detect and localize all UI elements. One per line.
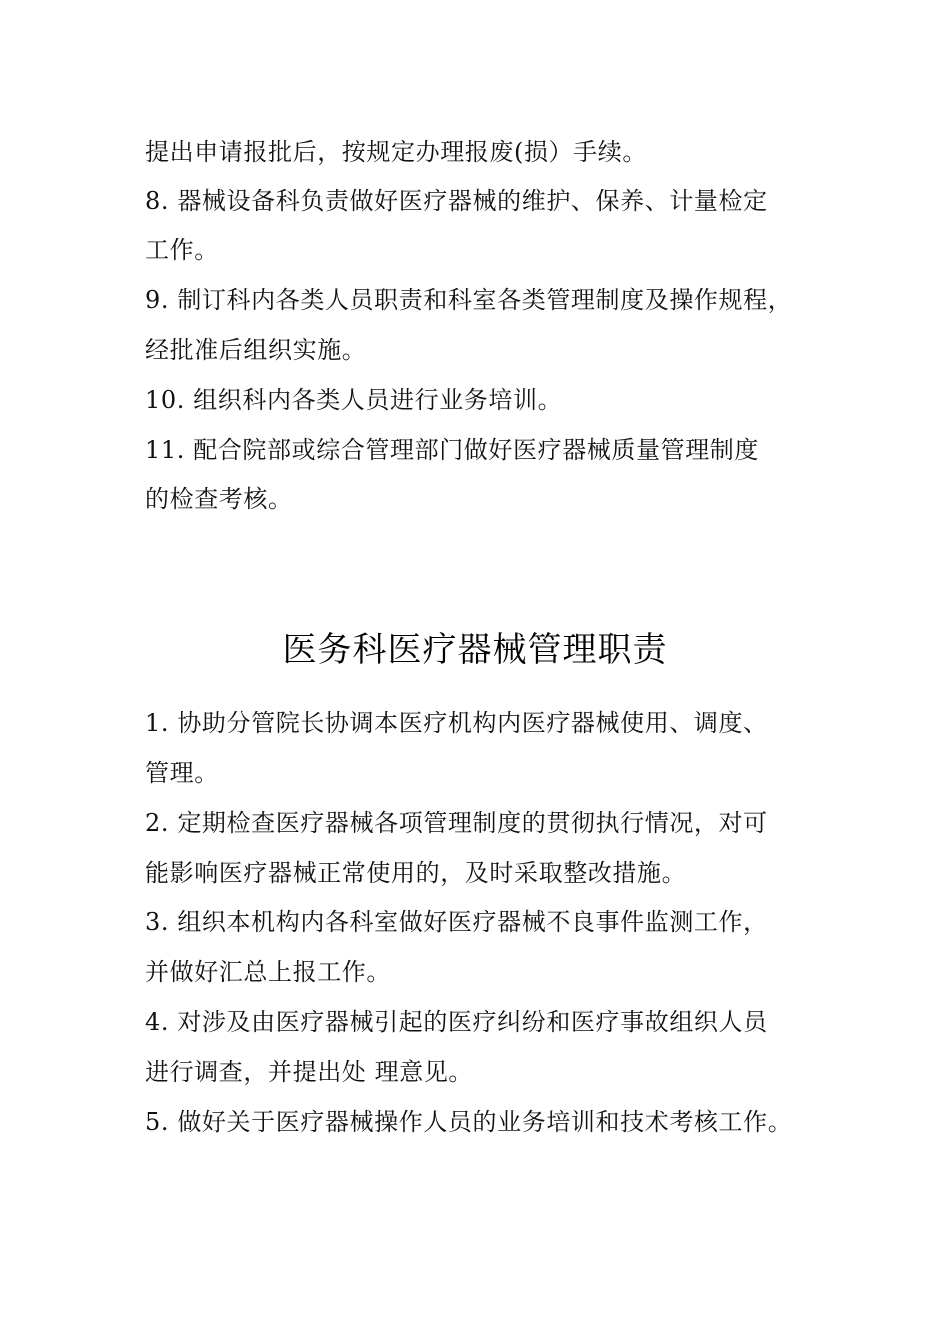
upper-line-6: 10. 组织科内各类人员进行业务培训。 — [145, 386, 563, 414]
lower-line-1: 1. 协助分管院长协调本医疗机构内医疗器械使用、调度、 — [145, 709, 768, 737]
upper-line-8: 的检查考核。 — [145, 485, 293, 513]
upper-line-4: 9. 制订科内各类人员职责和科室各类管理制度及操作规程， — [145, 286, 793, 314]
lower-line-3: 2. 定期检查医疗器械各项管理制度的贯彻执行情况，对可 — [145, 809, 768, 837]
lower-line-6: 并做好汇总上报工作。 — [145, 958, 391, 986]
section-title: 医务科医疗器械管理职责 — [282, 630, 668, 670]
lower-line-5: 3. 组织本机构内各科室做好医疗器械不良事件监测工作， — [145, 908, 768, 936]
lower-line-2: 管理。 — [145, 759, 219, 787]
lower-line-9: 5. 做好关于医疗器械操作人员的业务培训和技术考核工作。 — [145, 1108, 793, 1136]
lower-line-7: 4. 对涉及由医疗器械引起的医疗纠纷和医疗事故组织人员 — [145, 1008, 768, 1036]
lower-line-8: 进行调查，并提出处 理意见。 — [145, 1058, 474, 1086]
upper-line-1: 提出申请报批后，按规定办理报废(损）手续。 — [145, 138, 647, 166]
upper-line-5: 经批准后组织实施。 — [145, 336, 367, 364]
upper-line-7: 11. 配合院部或综合管理部门做好医疗器械质量管理制度 — [145, 436, 759, 464]
upper-line-3: 工作。 — [145, 236, 219, 264]
upper-line-2: 8. 器械设备科负责做好医疗器械的维护、保养、计量检定 — [145, 187, 768, 215]
lower-line-4: 能影响医疗器械正常使用的，及时采取整改措施。 — [145, 859, 687, 887]
